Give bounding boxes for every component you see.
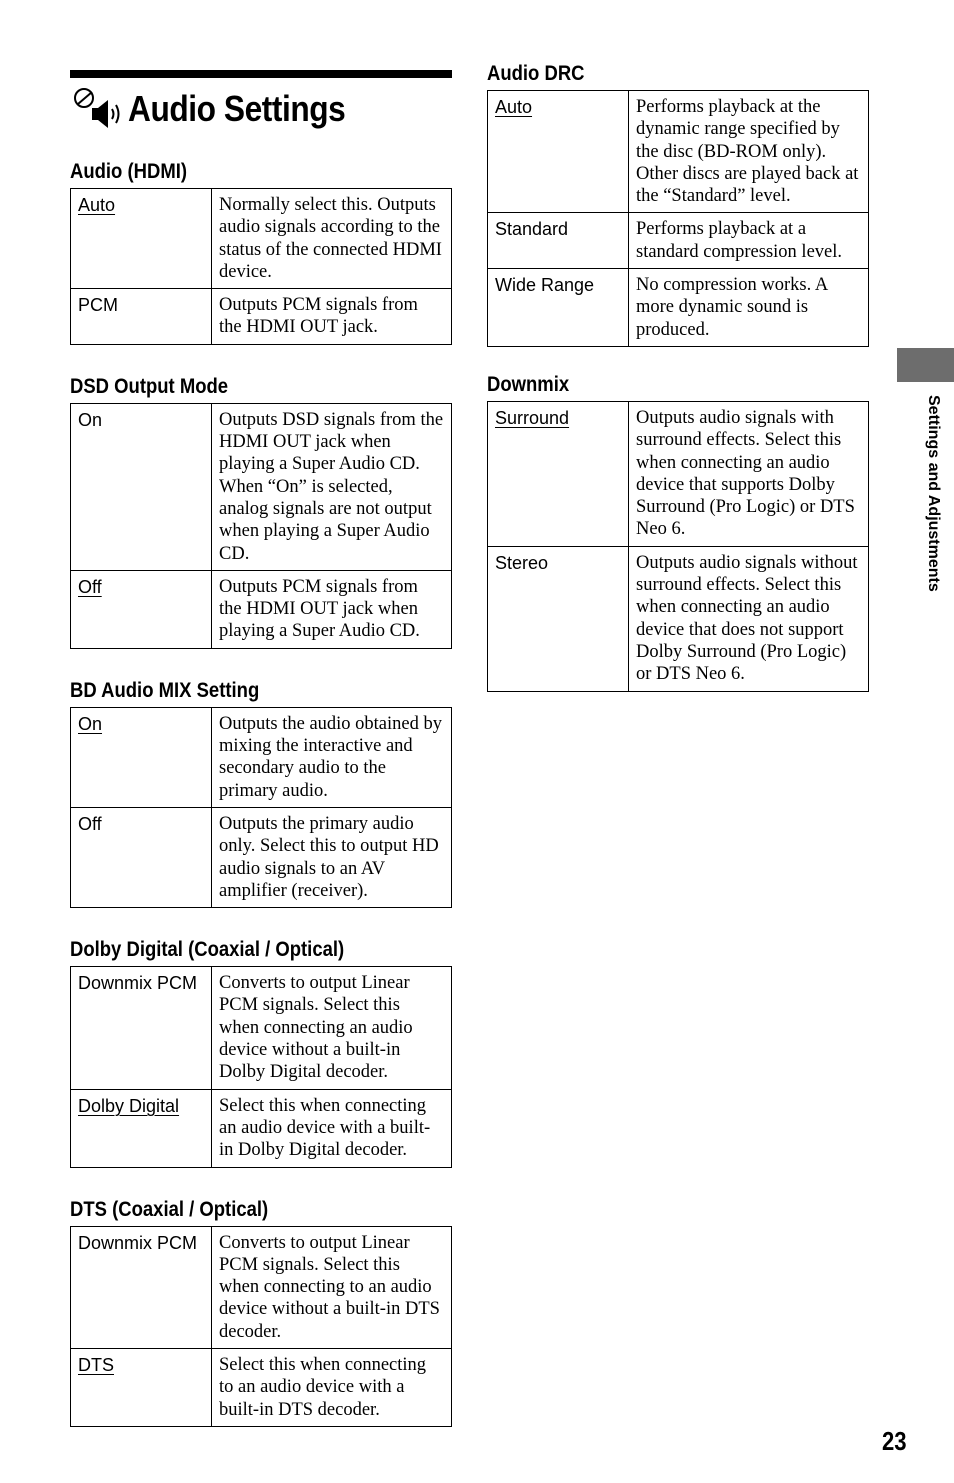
options-table: [487, 90, 869, 347]
table-row: [71, 1089, 452, 1167]
option-cell: [71, 403, 212, 570]
section-heading: Audio DRC: [487, 62, 585, 85]
option-label: Stereo: [495, 552, 549, 573]
table-row: [488, 401, 869, 546]
table-row: [71, 707, 452, 807]
table-row: [71, 1226, 452, 1348]
option-description: Select this when connecting an audio device with a built-in Dolby Digital decoder.: [212, 1089, 452, 1167]
title-rule: [70, 70, 452, 78]
section-heading: Dolby Digital (Coaxial / Optical): [70, 938, 345, 962]
option-label: On: [78, 409, 103, 430]
option-cell: [71, 1226, 212, 1348]
option-label: Wide Range: [495, 275, 595, 296]
option-description: Converts to output Linear PCM signals. Select this when connecting an audio device without a built-in Dolby Digital decoder.: [212, 967, 452, 1089]
page-number: 23: [882, 1426, 907, 1456]
section-heading: Audio (HDMI): [70, 160, 188, 183]
option-description: Outputs PCM signals from the HDMI OUT jack.: [212, 289, 452, 345]
table-row: [71, 807, 452, 907]
side-label: Settings and Adjustments: [925, 395, 942, 592]
table-row: [71, 403, 452, 570]
option-cell: [71, 189, 212, 289]
option-cell: [488, 91, 629, 213]
option-description: Normally select this. Outputs audio signals according to the status of the connected HDMI device.: [212, 189, 452, 289]
section-dts-coaxial-optical: [70, 1198, 452, 1427]
section-dolby-digital-coaxial-optical: [70, 938, 452, 1167]
default-option-label: On: [78, 713, 103, 734]
options-table: [70, 966, 452, 1167]
section-heading: BD Audio MIX Setting: [70, 678, 260, 702]
default-option-label: Surround: [495, 407, 570, 428]
section-audio-drc: [487, 62, 869, 347]
option-description: Outputs audio signals with surround effects. Select this when connecting an audio device that supports Dolby Surround (Pro Logic) or DTS Neo 6.: [629, 401, 869, 546]
section-bd-audio-mix-setting: [70, 679, 452, 908]
options-table: [70, 1226, 452, 1427]
option-cell: [71, 807, 212, 907]
section-downmix: [487, 373, 869, 692]
option-description: Select this when connecting to an audio device with a built-in DTS decoder.: [212, 1348, 452, 1426]
table-row: [71, 1348, 452, 1426]
option-cell: [71, 1348, 212, 1426]
default-option-label: Auto: [495, 97, 533, 117]
option-description: Outputs DSD signals from the HDMI OUT jack when playing a Super Audio CD. When “On” is selected, analog signals are not output when playing a Super Audio CD.: [212, 403, 452, 570]
option-label: Downmix PCM: [78, 1232, 198, 1253]
default-option-label: Dolby Digital: [78, 1095, 180, 1116]
option-cell: [71, 289, 212, 345]
table-row: [71, 289, 452, 345]
right-sections: [487, 62, 869, 692]
option-description: Outputs the audio obtained by mixing the interactive and secondary audio to the primary audio.: [212, 707, 452, 807]
table-row: [488, 546, 869, 691]
option-cell: [71, 1089, 212, 1167]
option-cell: [488, 546, 629, 691]
options-table: [70, 188, 452, 345]
section-dsd-output-mode: [70, 375, 452, 649]
options-table: [70, 403, 452, 649]
default-option-label: Off: [78, 576, 102, 597]
table-row: [71, 967, 452, 1089]
option-description: Performs playback at the dynamic range specified by the disc (BD-ROM only). Other discs are played back at the “Standard” level.: [629, 91, 869, 213]
section-audio-hdmi: [70, 160, 452, 345]
option-cell: [488, 269, 629, 347]
option-cell: [71, 967, 212, 1089]
section-heading: Downmix: [487, 372, 570, 396]
right-column: [487, 62, 869, 692]
option-label: Downmix PCM: [78, 973, 198, 994]
option-cell: [71, 570, 212, 648]
table-row: [71, 570, 452, 648]
settings-speaker-icon: [70, 84, 128, 134]
option-description: Outputs PCM signals from the HDMI OUT jack when playing a Super Audio CD.: [212, 570, 452, 648]
option-description: Outputs audio signals without surround effects. Select this when connecting an audio device that does not support Dolby Surround (Pro Logic) or DTS Neo 6.: [629, 546, 869, 691]
section-heading: DSD Output Mode: [70, 374, 229, 398]
option-label: Standard: [495, 219, 569, 240]
table-row: [488, 213, 869, 269]
page-title: Audio Settings: [128, 88, 346, 129]
section-heading: DTS (Coaxial / Optical): [70, 1197, 269, 1221]
default-option-label: Auto: [78, 195, 116, 215]
left-sections: [70, 160, 452, 1427]
option-description: Converts to output Linear PCM signals. Select this when connecting to an audio device without a built-in DTS decoder.: [212, 1226, 452, 1348]
option-description: No compression works. A more dynamic sound is produced.: [629, 269, 869, 347]
table-row: [71, 189, 452, 289]
chapter-tab: [897, 348, 954, 382]
option-cell: [71, 707, 212, 807]
option-description: Outputs the primary audio only. Select this to output HD audio signals to an AV amplifier (receiver).: [212, 807, 452, 907]
page-header: [70, 84, 452, 134]
option-cell: [488, 401, 629, 546]
option-label: PCM: [78, 295, 118, 316]
option-cell: [488, 213, 629, 269]
left-column: [70, 70, 452, 1427]
table-row: [488, 91, 869, 213]
options-table: [487, 401, 869, 692]
table-row: [488, 269, 869, 347]
option-description: Performs playback at a standard compression level.: [629, 213, 869, 269]
option-label: Off: [78, 813, 102, 834]
default-option-label: DTS: [78, 1354, 114, 1375]
options-table: [70, 707, 452, 908]
